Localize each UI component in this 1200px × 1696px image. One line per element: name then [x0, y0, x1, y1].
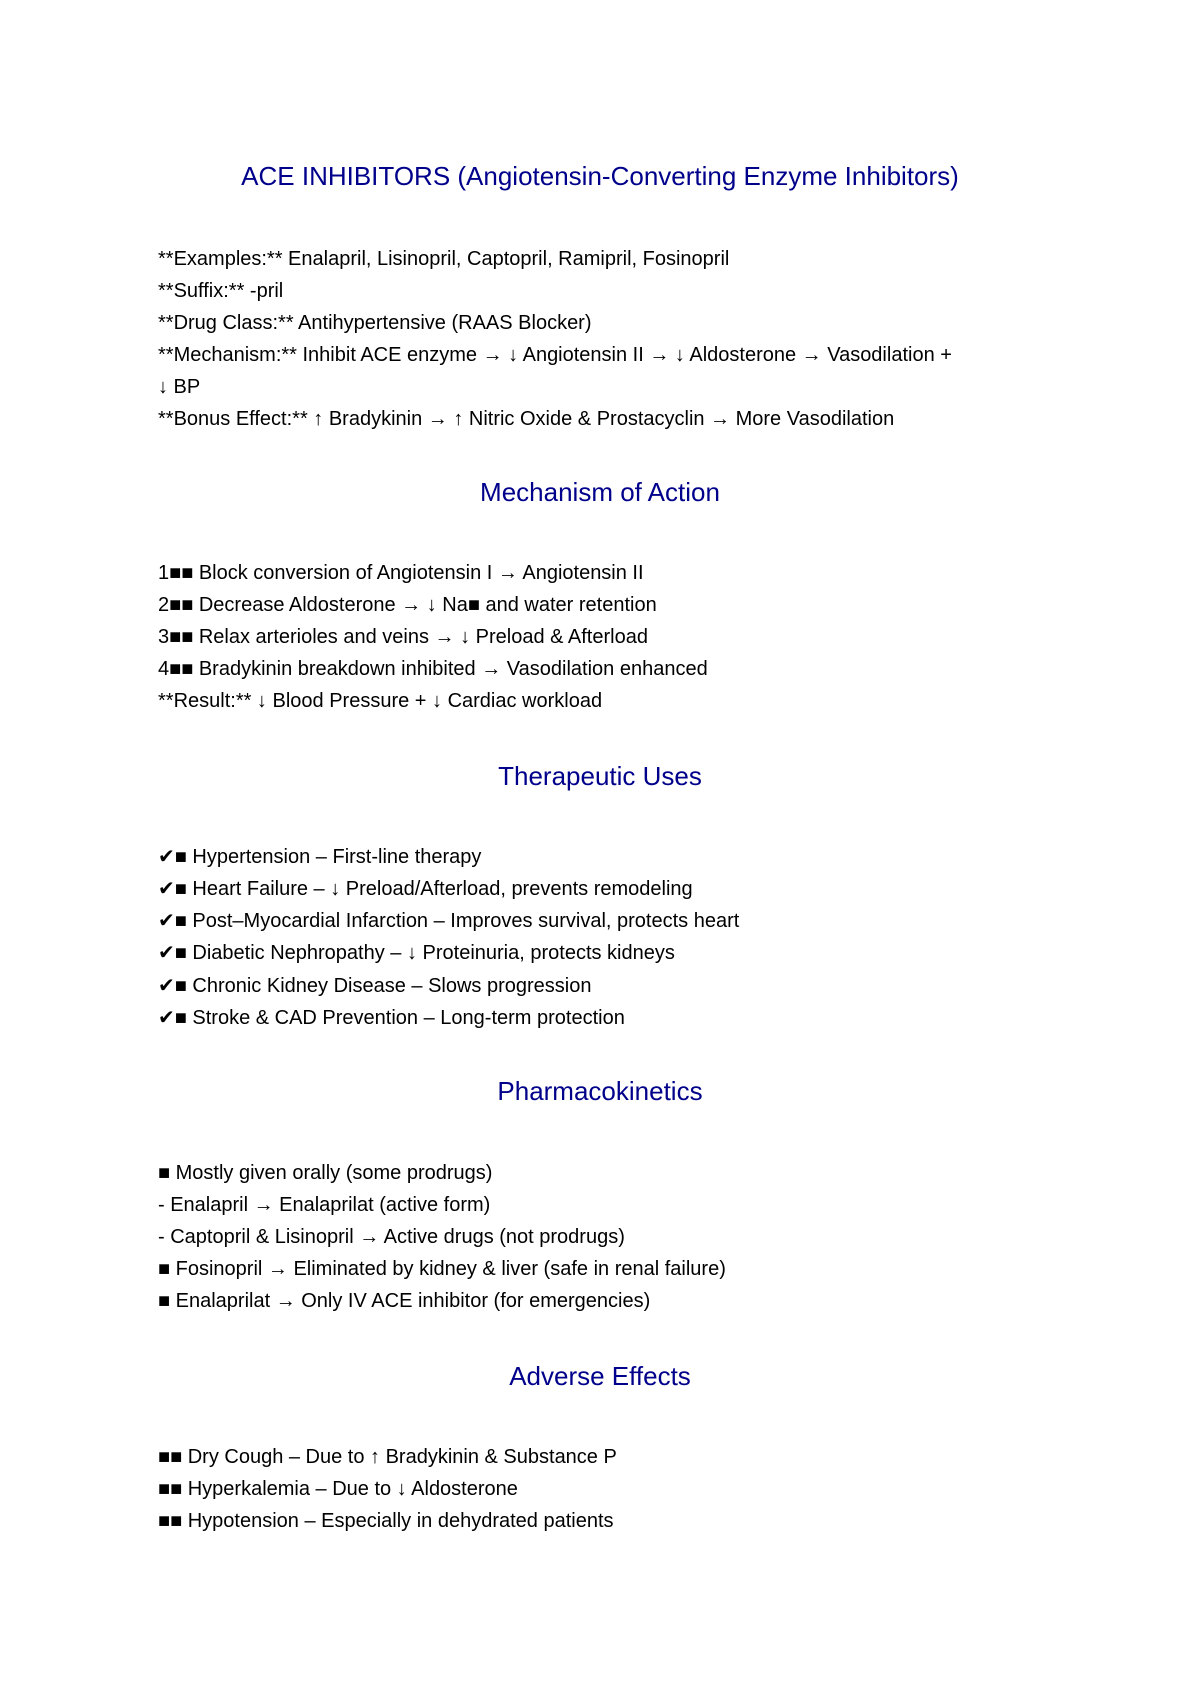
intro-mechanism-cont: ↓ BP: [158, 376, 201, 398]
intro-drug-class: **Drug Class:** Antihypertensive (RAAS Blocker): [158, 312, 592, 334]
list-item: ■ Mostly given orally (some prodrugs): [158, 1162, 493, 1184]
list-item: 3■■ Relax arterioles and veins → ↓ Preload & Afterload: [158, 626, 648, 648]
section-heading-adverse-effects: Adverse Effects: [509, 1361, 691, 1391]
list-item: ✔■ Chronic Kidney Disease – Slows progression: [158, 975, 592, 997]
list-item: 4■■ Bradykinin breakdown inhibited → Vasodilation enhanced: [158, 658, 708, 680]
list-item: - Enalapril → Enalaprilat (active form): [158, 1194, 491, 1216]
list-item: ■ Enalaprilat → Only IV ACE inhibitor (for emergencies): [158, 1290, 651, 1312]
list-item: ✔■ Diabetic Nephropathy – ↓ Proteinuria, protects kidneys: [158, 942, 675, 964]
page-title: ACE INHIBITORS (Angiotensin-Converting Enzyme Inhibitors): [241, 161, 959, 191]
section-heading-mechanism: Mechanism of Action: [480, 477, 720, 507]
intro-bonus-effect: **Bonus Effect:** ↑ Bradykinin → ↑ Nitric Oxide & Prostacyclin → More Vasodilation: [158, 408, 895, 430]
list-item: ✔■ Heart Failure – ↓ Preload/Afterload, prevents remodeling: [158, 878, 693, 900]
list-item: - Captopril & Lisinopril → Active drugs (not prodrugs): [158, 1226, 625, 1248]
list-item: 1■■ Block conversion of Angiotensin I → Angiotensin II: [158, 562, 644, 584]
list-item: ✔■ Post–Myocardial Infarction – Improves survival, protects heart: [158, 910, 740, 932]
list-item: ■■ Hypotension – Especially in dehydrated patients: [158, 1510, 614, 1532]
section-heading-pharmacokinetics: Pharmacokinetics: [497, 1076, 703, 1106]
intro-examples: **Examples:** Enalapril, Lisinopril, Captopril, Ramipril, Fosinopril: [158, 248, 730, 270]
list-item: ✔■ Stroke & CAD Prevention – Long-term protection: [158, 1007, 625, 1029]
list-item: ■■ Hyperkalemia – Due to ↓ Aldosterone: [158, 1478, 518, 1500]
list-item: 2■■ Decrease Aldosterone → ↓ Na■ and water retention: [158, 594, 657, 616]
section-heading-therapeutic-uses: Therapeutic Uses: [498, 761, 702, 791]
list-item: ■ Fosinopril → Eliminated by kidney & liver (safe in renal failure): [158, 1258, 726, 1280]
result-line: **Result:** ↓ Blood Pressure + ↓ Cardiac workload: [158, 690, 603, 712]
intro-mechanism: **Mechanism:** Inhibit ACE enzyme → ↓ Angiotensin II → ↓ Aldosterone → Vasodilation +: [158, 344, 952, 366]
list-item: ✔■ Hypertension – First-line therapy: [158, 846, 482, 868]
intro-suffix: **Suffix:** -pril: [158, 280, 284, 302]
list-item: ■■ Dry Cough – Due to ↑ Bradykinin & Substance P: [158, 1446, 617, 1468]
